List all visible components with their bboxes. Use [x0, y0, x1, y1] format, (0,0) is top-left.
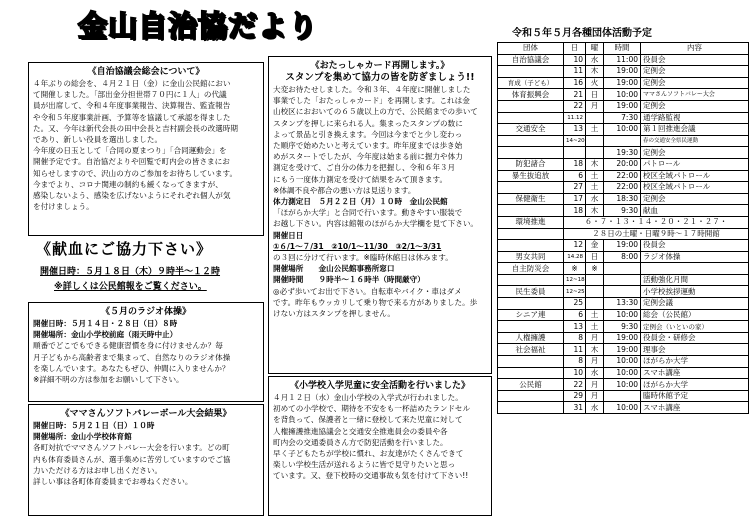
cell-dow: 木 — [586, 205, 604, 217]
header-day: 日 — [564, 43, 586, 55]
header-content: 内容 — [641, 43, 749, 55]
cell-org — [498, 135, 564, 147]
cell-time — [604, 286, 641, 298]
cell-time: 7:30 — [604, 112, 641, 124]
cell-day: 8 — [564, 356, 586, 368]
cell-org — [498, 274, 564, 286]
table-row — [498, 216, 749, 228]
cell-content: 活動強化月間 — [641, 274, 749, 286]
cell-time — [604, 274, 641, 286]
cell-org: 環境推進 — [498, 216, 564, 228]
blood-donation-note: ※詳しくは公民館報をご覧ください。 — [54, 282, 207, 292]
ojaccha-card-title: 《おたっしゃカード再開します。》 — [310, 61, 450, 71]
table-row — [498, 193, 749, 205]
table-row — [498, 89, 749, 101]
cell-content: パトロール — [641, 158, 749, 170]
header-org: 団体 — [498, 43, 564, 55]
table-row — [498, 251, 749, 263]
cell-org — [498, 402, 564, 414]
cell-dow: 水 — [586, 193, 604, 205]
table-row — [498, 263, 749, 275]
cell-org — [498, 367, 564, 379]
cell-org: 自主防災会 — [498, 263, 564, 275]
cell-time: 19:00 — [604, 240, 641, 252]
ojaccha-footnote: ◎必ず歩いてお出で下さい。自転車やバイク・車はダメ です。昨年もウッカリして乗り物で来る方がありました。歩 けない方はスタンプを押しません。 — [273, 286, 478, 319]
ojaccha-card-box — [268, 56, 492, 374]
school-safety-body: ４月１２日（水）金山小学校の入学式が行われました。 初めての小学校で、期待を不安をも一杯詰めたランドセル を背負って、保護者と一緒に登校して来た児童に対して 人権擁護推進協議会と交通安全推進員会の委員や各 町内会の交通委員さん方で防犯活動を行いました。 早く子どもたちが学校に慣れ、お友達がたくさんできて 楽しい学校生活が送れるように皆で見守りたいと思っ ています。又、登下校時の交通事故も気を付けて下さい!! — [273, 393, 471, 481]
cell-time: 20:00 — [604, 158, 641, 170]
table-row — [498, 274, 749, 286]
schedule-heading: 令和５年５月各種団体活動予定 — [512, 28, 652, 39]
cell-org: シニア連 — [498, 309, 564, 321]
cell-org — [498, 390, 564, 402]
cell-time: 9:30 — [604, 205, 641, 217]
table-row — [498, 286, 749, 298]
table-row — [498, 367, 749, 379]
table-row — [498, 100, 749, 112]
ojaccha-card-subtitle: スタンプを集めて協力の皆を防ぎましょう!! — [285, 72, 475, 83]
blood-donation-title: 《献血にご協力下さい》 — [36, 240, 213, 258]
cell-time: 18:30 — [604, 193, 641, 205]
cell-content: 理事会 — [641, 344, 749, 356]
table-row — [498, 240, 749, 252]
softball-place: 開催場所：金山小学校体育館 — [33, 432, 132, 442]
cell-time: 10:00 — [604, 309, 641, 321]
cell-day: 10 — [564, 54, 586, 66]
cell-time: 10:00 — [604, 402, 641, 414]
cell-content: 臨時休館予定 — [641, 390, 749, 402]
cell-org — [498, 100, 564, 112]
cell-dow: 日 — [586, 89, 604, 101]
softball-box — [28, 404, 264, 516]
cell-content: 役員会 — [641, 240, 749, 252]
cell-day: 12 — [564, 240, 586, 252]
cell-org: 防犯諸合 — [498, 158, 564, 170]
cell-content: 定例会 — [641, 77, 749, 89]
cell-dow: 日 — [586, 251, 604, 263]
radio-exercise-place: 開催場所：金山小学校前庭（雨天時中止） — [33, 330, 178, 340]
table-row — [498, 205, 749, 217]
cell-dow: 木 — [586, 158, 604, 170]
cell-org — [498, 356, 564, 368]
cell-dow: 土 — [586, 309, 604, 321]
cell-content: 定例会 — [641, 193, 749, 205]
radio-exercise-title: 《５月のラジオ体操》 — [100, 307, 191, 317]
cell-dow: 水 — [586, 367, 604, 379]
cell-content: ママさんソフトバレー大会 — [641, 89, 749, 101]
cell-time: 22:00 — [604, 182, 641, 194]
cell-org: 体育振興会 — [498, 89, 564, 101]
cell-day: 29 — [564, 390, 586, 402]
cell-day — [564, 147, 586, 159]
cell-dow: 月 — [586, 332, 604, 344]
table-row — [498, 170, 749, 182]
cell-org — [498, 298, 564, 310]
cell-dow: 木 — [586, 66, 604, 78]
cell-org — [498, 228, 564, 240]
cell-org: 社会福祉 — [498, 344, 564, 356]
softball-title: 《ママさんソフトバレーボール大会結果》 — [60, 409, 232, 419]
cell-dow — [586, 298, 604, 310]
blood-donation-date: 開催日時：５月１８日（木）９時半〜１２時 — [40, 267, 221, 277]
table-row — [498, 402, 749, 414]
cell-org — [498, 321, 564, 333]
cell-content: 校区全域パトロール — [641, 170, 749, 182]
table-row — [498, 54, 749, 66]
cell-day: 18 — [564, 205, 586, 217]
school-safety-box — [268, 376, 492, 516]
cell-time: 19:00 — [604, 77, 641, 89]
table-row — [498, 112, 749, 124]
cell-day: 22 — [564, 379, 586, 391]
table-row — [498, 182, 749, 194]
cell-content: 総会（公民館） — [641, 309, 749, 321]
general-meeting-body: ４年ぶりの総会を、４月２１日（金）に金山公民館におい て開催しました。「部出金分担世帯７０円に１人」の代議 員が出席して、令和４年度事業報告、決算報告、監査報告 や令和５年度事業計画、予算等を協議して承認を得ました た。又、今年は新代会長の田中会長と吉村副会長の改選時期 であり、新しい役員を選出しました。 今年度の日玉として「合同の夏まつり」「合同運動会」を 開催予定です。自治協だよりや回覧で町内会の皆さまにお 知らせしますので、沢山の方のご参加をお待ちしています。 今までより、コロナ関連の制約も緩くなってきますが、 感染しないよう、感染を広げないようにそれぞれ個人が気 を付けましょう。 — [33, 79, 239, 212]
table-row — [498, 158, 749, 170]
cell-content: 定例会（いといの家） — [641, 321, 749, 333]
cell-day: 12~25 — [564, 286, 586, 298]
cell-day: 11 — [564, 344, 586, 356]
cell-dow: ※ — [586, 263, 604, 275]
cell-org: 暴生抜追放 — [498, 170, 564, 182]
cell-time: 19:00 — [604, 344, 641, 356]
ojaccha-venue: 開催場所 金山公民館事務所窓口 — [273, 264, 395, 274]
cell-day: 16 — [564, 77, 586, 89]
table-row — [498, 379, 749, 391]
cell-org — [498, 112, 564, 124]
cell-dow: 木 — [586, 344, 604, 356]
cell-day: 25 — [564, 298, 586, 310]
table-row — [498, 77, 749, 89]
cell-content: 役員会 — [641, 54, 749, 66]
ojaccha-periods: ①６/1〜７/31 ②10/1〜11/30 ③2/1〜3/31 — [273, 241, 442, 251]
cell-org: 人権擁護 — [498, 332, 564, 344]
cell-day: 14~20 — [564, 135, 586, 147]
cell-day: 18 — [564, 158, 586, 170]
cell-day: 12~18 — [564, 274, 586, 286]
cell-dow — [586, 147, 604, 159]
cell-time: 10:00 — [604, 89, 641, 101]
cell-dow: 土 — [586, 182, 604, 194]
cell-dow: 水 — [586, 54, 604, 66]
cell-dow: 月 — [586, 100, 604, 112]
cell-day: 13 — [564, 321, 586, 333]
cell-day: 6 — [564, 309, 586, 321]
cell-time: 10:00 — [604, 356, 641, 368]
cell-content: スマホ講座 — [641, 367, 749, 379]
cell-time — [604, 390, 641, 402]
cell-dow — [586, 274, 604, 286]
cell-time: 19:00 — [604, 66, 641, 78]
table-row — [498, 135, 749, 147]
cell-day: 11.12 — [564, 112, 586, 124]
cell-time: 10:00 — [604, 124, 641, 136]
ojaccha-period-label: 開催日日 — [273, 230, 304, 240]
ojaccha-measure-date: 体力測定日 ５月２２日（月）１０時 金山公民館 — [273, 197, 448, 207]
ojaccha-periods-note: の３回に分けて行います。※臨時休館日は休みます。 — [273, 253, 453, 263]
table-row — [498, 356, 749, 368]
radio-exercise-body: 順番でどこでもできる健康習慣を身に付けませんか？毎 月子どもから高齢者まで集まって、自然なりのラジオ体操 を楽しんでいます。あなたもぜひ、仲間に入りませんか？ ※詳細不明の方は参加をお願いして下さい。 — [33, 341, 231, 385]
cell-time: 19:00 — [604, 100, 641, 112]
cell-day: 13 — [564, 124, 586, 136]
cell-dow — [586, 135, 604, 147]
cell-time: 13:30 — [604, 298, 641, 310]
cell-org: 男女共同 — [498, 251, 564, 263]
cell-org: 育成（子ども） — [498, 77, 564, 89]
cell-time — [604, 263, 641, 275]
header-dow: 曜 — [586, 43, 604, 55]
cell-time: 8:00 — [604, 251, 641, 263]
cell-day: 14.28 — [564, 251, 586, 263]
cell-content: 定例会 — [641, 66, 749, 78]
cell-content: 第１回推進会議 — [641, 124, 749, 136]
table-row — [498, 147, 749, 159]
cell-dow — [586, 112, 604, 124]
cell-time: 9:30 — [604, 321, 641, 333]
cell-org: 自治協議会 — [498, 54, 564, 66]
ojaccha-hours: 開催時間 ９時半〜１６時半（時間厳守） — [273, 275, 425, 285]
cell-content — [641, 263, 749, 275]
cell-content: ほがらか大学 — [641, 356, 749, 368]
cell-content: 定例会 — [641, 100, 749, 112]
cell-content: ラジオ体操 — [641, 251, 749, 263]
cell-dow: 水 — [586, 402, 604, 414]
cell-day: 6 — [564, 170, 586, 182]
table-row — [498, 228, 749, 240]
newsletter-title-area — [78, 6, 418, 46]
cell-content: 定例会議 — [641, 298, 749, 310]
cell-time: 10:00 — [604, 367, 641, 379]
newsletter-title: 金山自治協だより — [78, 9, 319, 43]
cell-day: 21 — [564, 89, 586, 101]
general-meeting-title: 《自治協議会総会について》 — [87, 67, 205, 77]
table-row — [498, 332, 749, 344]
cell-time — [604, 135, 641, 147]
cell-dow — [586, 286, 604, 298]
schedule-table — [497, 42, 749, 414]
cell-time: 22:00 — [604, 170, 641, 182]
cell-dow: 月 — [586, 379, 604, 391]
cell-org: 公民館 — [498, 379, 564, 391]
cell-content: 献血 — [641, 205, 749, 217]
cell-day: ※ — [564, 263, 586, 275]
cell-org — [498, 182, 564, 194]
cell-time: 10:00 — [604, 379, 641, 391]
cell-day: 27 — [564, 182, 586, 194]
table-row — [498, 344, 749, 356]
table-row — [498, 321, 749, 333]
cell-dow: 土 — [586, 124, 604, 136]
general-meeting-box — [28, 62, 264, 236]
table-row — [498, 124, 749, 136]
table-row — [498, 309, 749, 321]
softball-date: 開催日時：５月２１日（日）１０時 — [33, 421, 155, 430]
ojaccha-card-body: 大変お待たせしました。令和３年、４年度に開催しました 事業でした「おたっしゃカード」を再開します。これは金 山校区におおいての６５歳以上の方で、公民館までの歩いて スタンプを押しに来られる人。集まったスタンプの数に よって景品と引き換えます。今回は今までと少し変わっ た順序で始めたいと考えています。昨年度までは歩き始 めがスタートでしたが、今年度は始まる前に握力や体力 測定を受けて、ご自分の体力を把握し、令和６年３月 にもう一度体力測定を受けて結果をみて頂きます。 ※体調不良や都合の悪い方は見送ります。 — [273, 85, 478, 195]
cell-content: ほがらか大学 — [641, 379, 749, 391]
cell-org — [498, 240, 564, 252]
cell-content: 小学校挨拶運動 — [641, 286, 749, 298]
cell-dow: 金 — [586, 240, 604, 252]
cell-day: 8 — [564, 332, 586, 344]
cell-dow: 土 — [586, 321, 604, 333]
cell-content: 通学路監視 — [641, 112, 749, 124]
table-row — [498, 66, 749, 78]
cell-org — [498, 205, 564, 217]
cell-org — [498, 147, 564, 159]
header-time: 時間 — [604, 43, 641, 55]
cell-content: 役員会・研修会 — [641, 332, 749, 344]
schedule-header-row — [498, 43, 749, 55]
radio-exercise-date: 開催日時：５月１４日・２８日（日）８時 — [33, 319, 178, 328]
cell-dow: 月 — [586, 390, 604, 402]
cell-time: 11:00 — [604, 54, 641, 66]
table-row — [498, 390, 749, 402]
cell-day: 10 — [564, 367, 586, 379]
cell-day: 11 — [564, 66, 586, 78]
cell-time: 19:30 — [604, 147, 641, 159]
table-row — [498, 298, 749, 310]
cell-content: ６・７・１３・１４・２０・２１・２７・ — [564, 216, 749, 228]
cell-day: 31 — [564, 402, 586, 414]
cell-dow: 火 — [586, 77, 604, 89]
cell-content: 春の交通安全県民運動 — [641, 135, 749, 147]
cell-org: 交通安全 — [498, 124, 564, 136]
school-safety-title: 《小学校入学児童に安全活動を行いました》 — [289, 381, 470, 391]
cell-content: 校区全域パトロール — [641, 182, 749, 194]
cell-content: 定例会 — [641, 147, 749, 159]
cell-time: 19:00 — [604, 332, 641, 344]
cell-content: スマホ講座 — [641, 402, 749, 414]
softball-body: 各町対抗でママさんソフトバレー大会を行います。どの町 内も体育委員さんが、選手集めに苦労していますのでご協 力いただける方はお申し出ください。 詳しい事は各町体育委員までお尋ねください。 — [33, 443, 231, 487]
cell-day: 17 — [564, 193, 586, 205]
cell-org — [498, 66, 564, 78]
cell-dow: 月 — [586, 356, 604, 368]
cell-org: 民生委員 — [498, 286, 564, 298]
ojaccha-measure-note: 「ほがらか大学」と合同で行います。動きやすい服装で お越し下さい。内容は館報のほがらか大学欄を見て下さい。 — [273, 208, 479, 229]
radio-exercise-box — [28, 302, 264, 402]
cell-dow: 土 — [586, 170, 604, 182]
cell-org: 保健衛生 — [498, 193, 564, 205]
cell-day: 22 — [564, 100, 586, 112]
cell-content: ２８日の土曜・日曜９時〜１７時開館 — [564, 228, 749, 240]
